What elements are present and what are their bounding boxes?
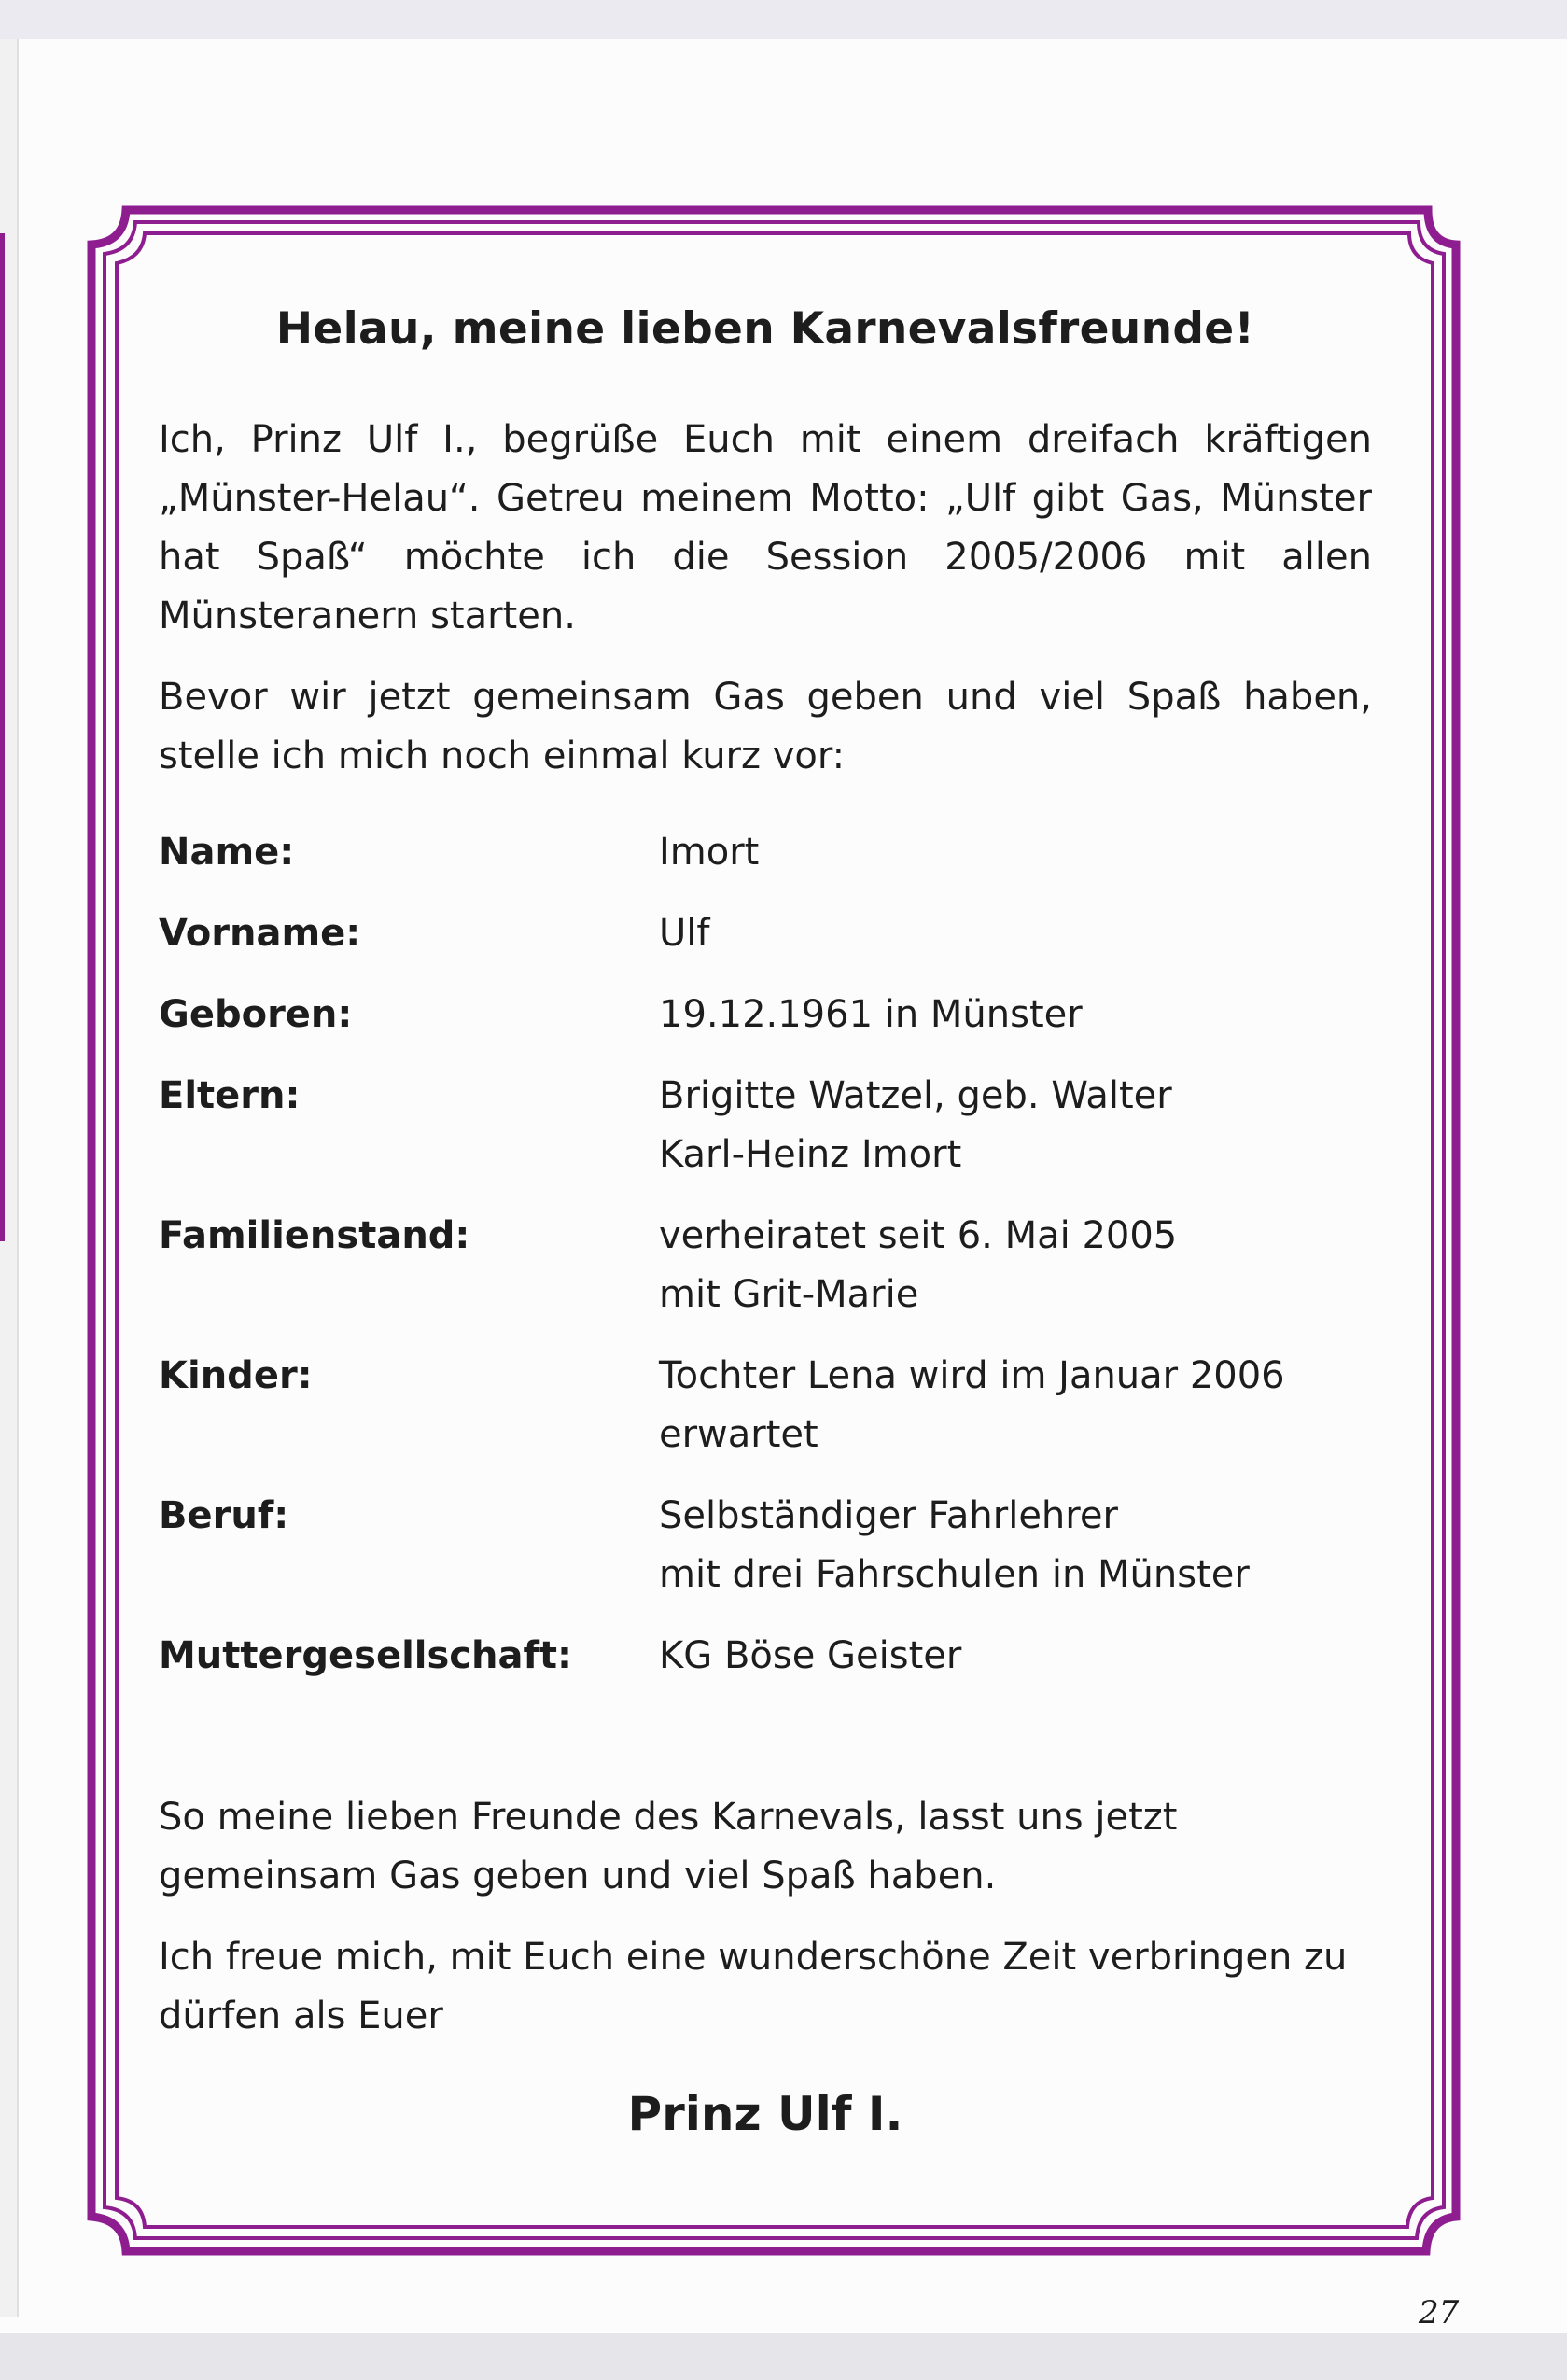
page-number: 27 xyxy=(1419,2294,1460,2331)
fact-value xyxy=(659,1067,1172,1184)
closing-paragraph-2: Ich freue mich, mit Euch eine wunderschöne Zeit verbringen zu dürfen als Euer xyxy=(159,1936,1348,2037)
personal-facts-list xyxy=(159,823,1372,1686)
fact-value-line: Selbständiger Fahrlehrer xyxy=(659,1494,1118,1537)
fact-label: Eltern: xyxy=(159,1074,301,1117)
fact-value xyxy=(659,1207,1177,1324)
fact-value xyxy=(659,986,1083,1044)
fact-value xyxy=(659,823,759,882)
fact-row-name xyxy=(159,823,1372,882)
closing-section xyxy=(159,1788,1372,2141)
fact-value-line: Tochter Lena wird im Januar 2006 xyxy=(659,1354,1285,1397)
fact-label: Vorname: xyxy=(159,912,361,955)
closing-paragraph-1: So meine lieben Freunde des Karnevals, lasst uns jetzt gemeinsam Gas geben und viel Spaß haben. xyxy=(159,1796,1178,1897)
fact-row-eltern xyxy=(159,1067,1372,1184)
fact-value-line: Imort xyxy=(659,831,760,874)
fact-value-line: 19.12.1961 in Münster xyxy=(659,993,1083,1036)
greeting-title: Helau, meine lieben Karnevalsfreunde! xyxy=(275,303,1255,355)
fact-row-muttergesellschaft xyxy=(159,1627,1372,1686)
fact-label: Geboren: xyxy=(159,993,353,1036)
fact-value xyxy=(659,904,709,963)
fact-value-line: mit Grit-Marie xyxy=(659,1273,919,1316)
fact-label: Name: xyxy=(159,831,295,874)
letter-content xyxy=(159,303,1372,2141)
intro-paragraph-2: Bevor wir jetzt gemeinsam Gas geben und viel Spaß haben, stelle ich mich noch einmal kurz vor: xyxy=(159,676,1372,777)
fact-label: Muttergesellschaft: xyxy=(159,1634,573,1677)
intro-paragraph-1: Ich, Prinz Ulf I., begrüße Euch mit einem dreifach kräftigen „Münster-Helau“. Getreu meinem Motto: „Ulf gibt Gas, Münster hat Spaß“ möchte ich die Session 2005/2006 mit allen Münsteranern starten. xyxy=(159,418,1372,637)
fact-value-line: verheiratet seit 6. Mai 2005 xyxy=(659,1214,1178,1257)
fact-row-kinder xyxy=(159,1347,1372,1464)
fact-value-line: Brigitte Watzel, geb. Walter xyxy=(659,1074,1172,1117)
fact-row-familienstand xyxy=(159,1207,1372,1324)
fact-value-line: mit drei Fahrschulen in Münster xyxy=(659,1553,1250,1596)
fact-value-line: KG Böse Geister xyxy=(659,1634,962,1677)
fact-value xyxy=(659,1627,961,1686)
fact-value xyxy=(659,1347,1285,1464)
signature: Prinz Ulf I. xyxy=(627,2087,903,2141)
fact-value-line: Ulf xyxy=(659,912,710,955)
fact-value-line: erwartet xyxy=(659,1413,818,1456)
fact-label: Beruf: xyxy=(159,1494,289,1537)
fact-value-line: Karl-Heinz Imort xyxy=(659,1133,962,1176)
fact-label: Familienstand: xyxy=(159,1214,470,1257)
fact-row-vorname xyxy=(159,904,1372,963)
fact-row-beruf xyxy=(159,1487,1372,1604)
fact-label: Kinder: xyxy=(159,1354,313,1397)
fact-value xyxy=(659,1487,1250,1604)
fact-row-geboren xyxy=(159,986,1372,1044)
